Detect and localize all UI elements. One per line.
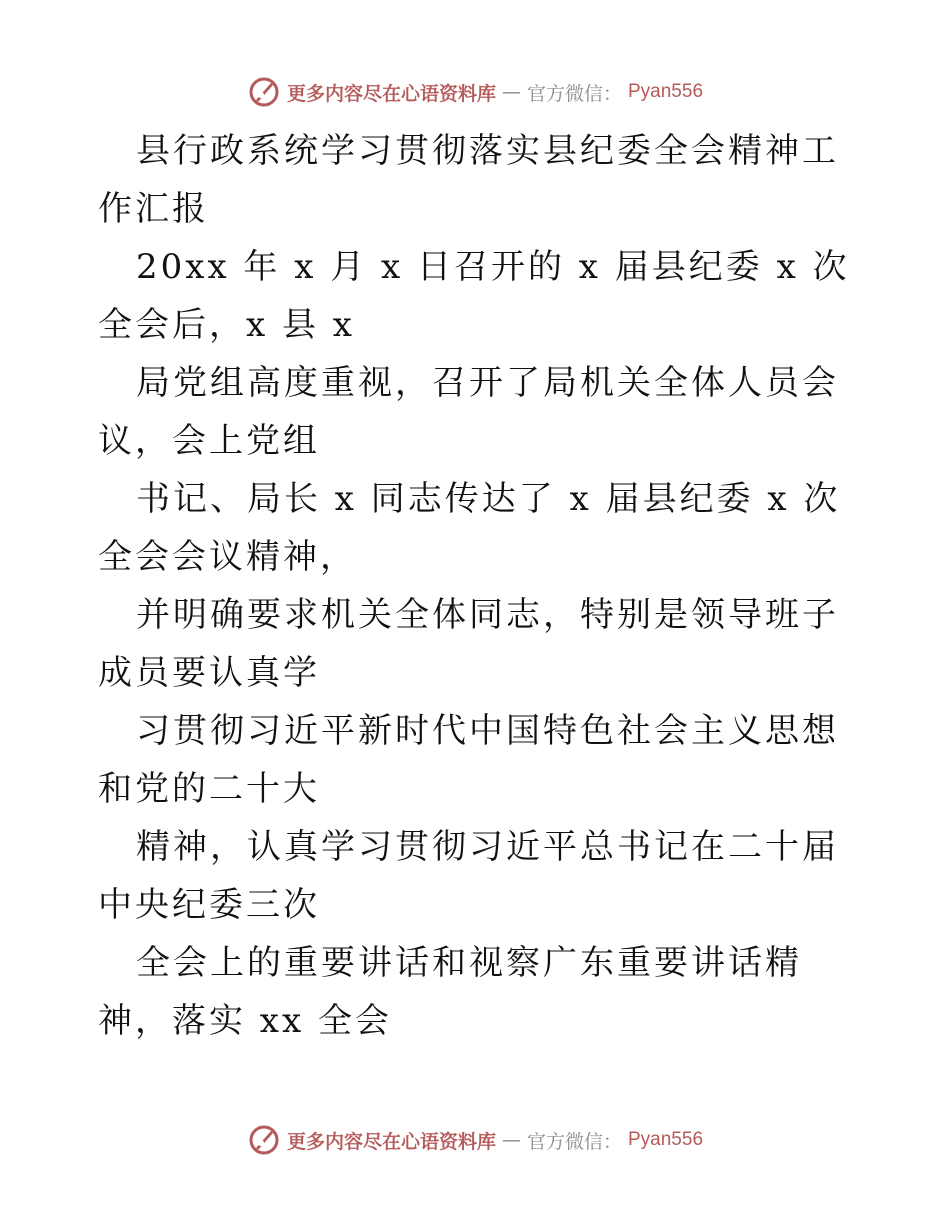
paragraph-7: 精神，认真学习贯彻习近平总书记在二十届中央纪委三次 — [98, 827, 839, 925]
watermark-brand: 更多内容尽在心语资料库 — [286, 1130, 496, 1153]
watermark-brand: 更多内容尽在心语资料库 — [286, 82, 496, 105]
quill-logo-icon — [247, 1123, 281, 1157]
watermark-separator: — — [501, 81, 521, 103]
paragraph-2: 20xx 年 x 月 x 日召开的 x 届县纪委 x 次全会后，x 县 x — [98, 247, 850, 345]
paragraph-6: 习贯彻习近平新时代中国特色社会主义思想和党的二十大 — [98, 711, 839, 809]
watermark-wechat-id: Pyan556 — [628, 81, 704, 102]
watermark-separator: — — [501, 1129, 521, 1151]
paragraph-8: 全会上的重要讲话和视察广东重要讲话精神，落实 xx 全会 — [98, 943, 802, 1041]
quill-logo-icon — [247, 75, 281, 109]
watermark-wechat-label: 官方微信： — [526, 1130, 622, 1153]
watermark-wechat-label: 官方微信： — [526, 82, 622, 105]
document-body — [98, 122, 858, 1050]
paragraph-4: 书记、局长 x 同志传达了 x 届县纪委 x 次全会会议精神， — [98, 479, 841, 577]
footer-watermark — [0, 1120, 950, 1160]
paragraph-1: 县行政系统学习贯彻落实县纪委全会精神工作汇报 — [98, 131, 839, 229]
paragraph-3: 局党组高度重视，召开了局机关全体人员会议，会上党组 — [98, 363, 839, 461]
header-watermark — [0, 72, 950, 112]
watermark-wechat-id: Pyan556 — [628, 1129, 704, 1150]
paragraph-5: 并明确要求机关全体同志，特别是领导班子成员要认真学 — [98, 595, 839, 693]
